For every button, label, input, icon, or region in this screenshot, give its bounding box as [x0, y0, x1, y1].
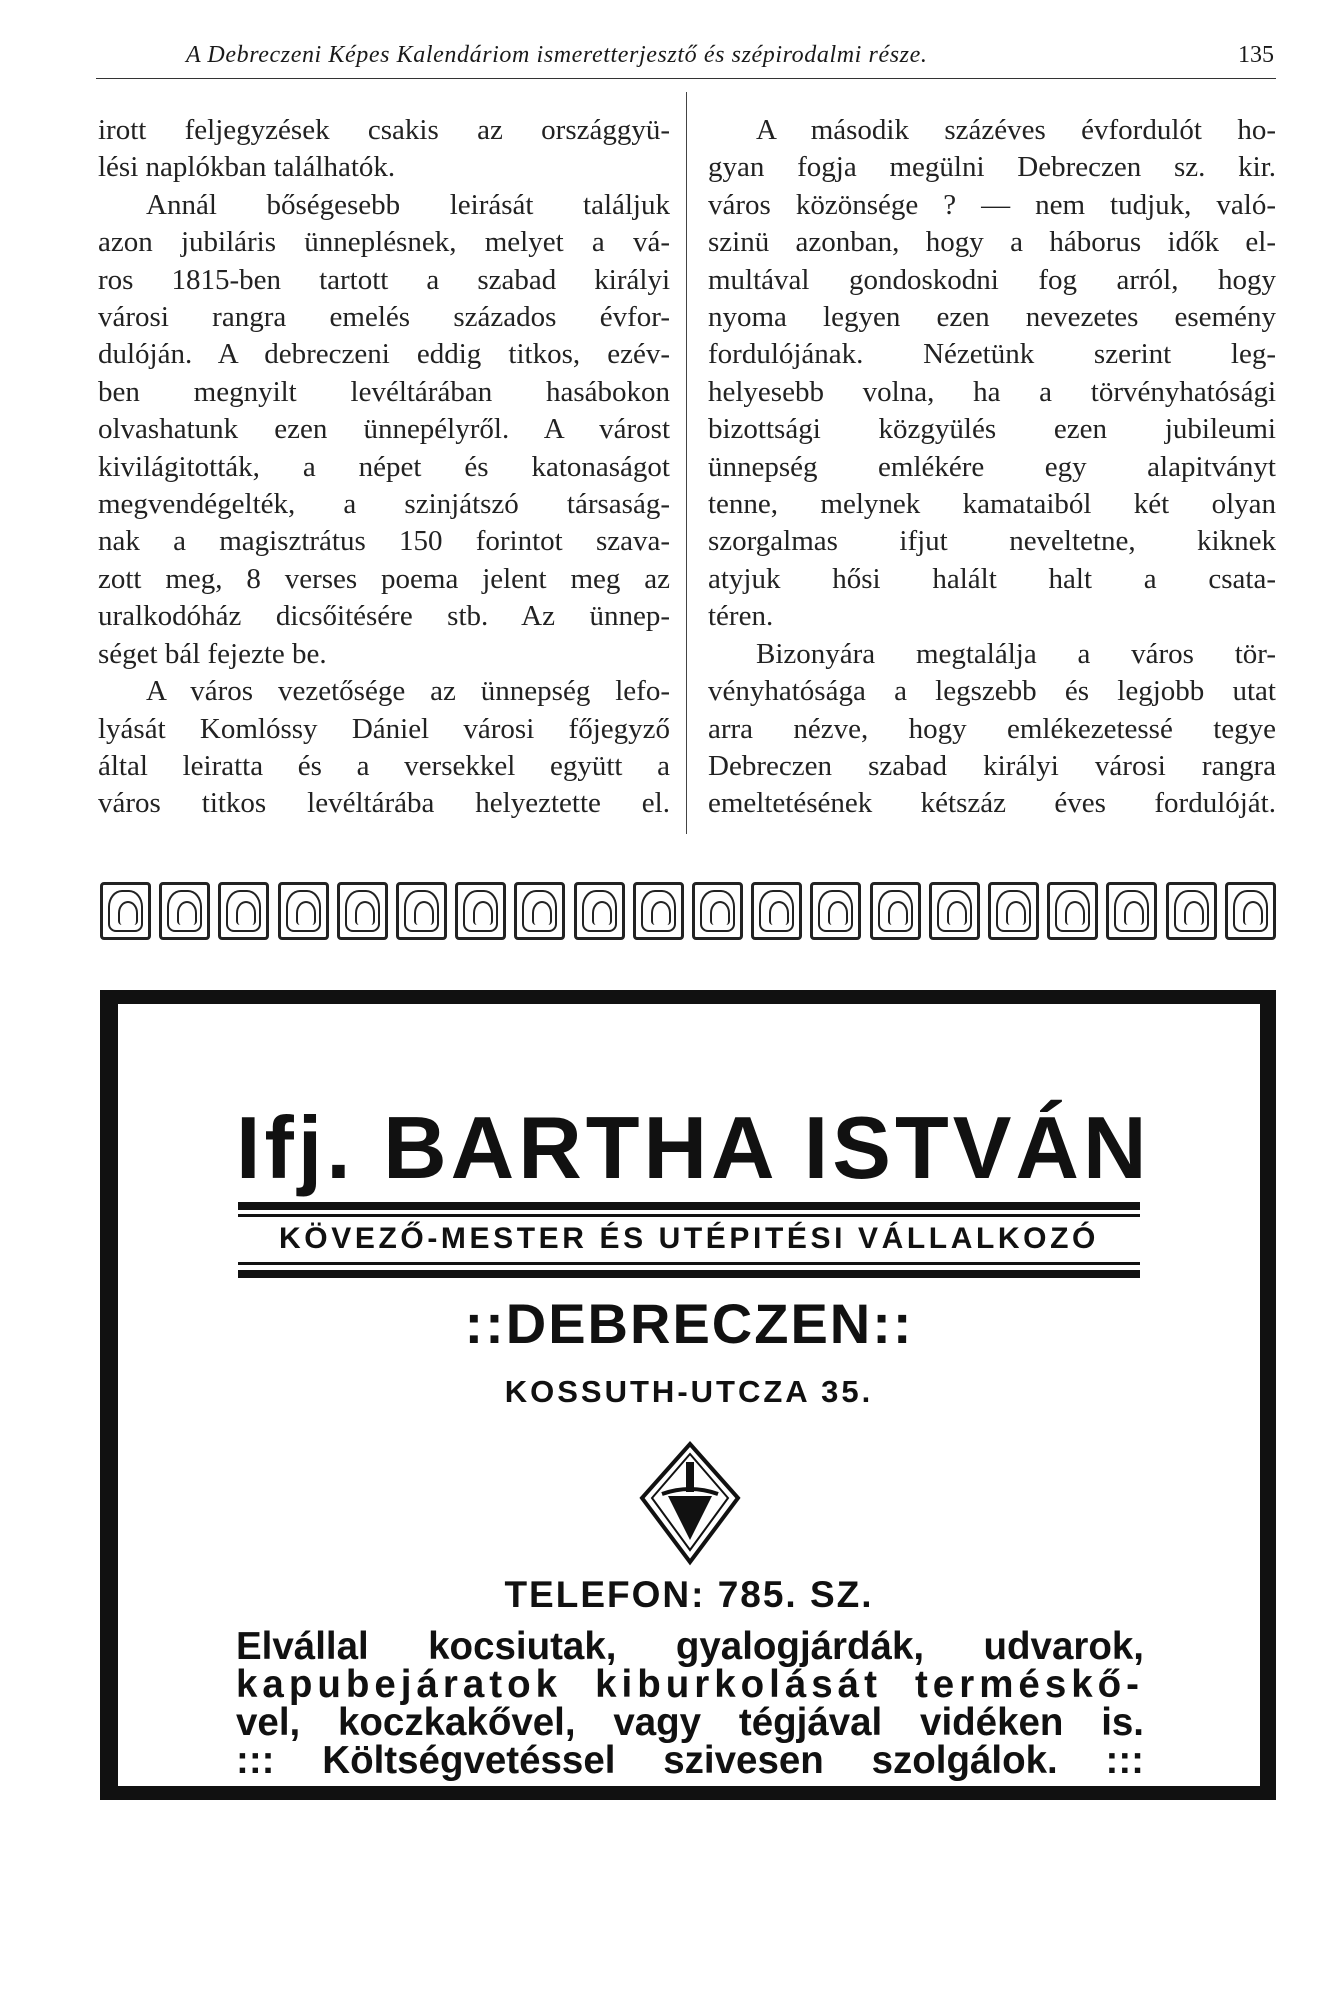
- text-line: atyjuk hősi halált halt a csata-: [708, 562, 1276, 595]
- text-line: városi rangra emelés százados évfor-: [98, 301, 670, 334]
- ornament-icon: [337, 882, 388, 940]
- ornament-icon: [870, 882, 921, 940]
- decorative-ornament-border: [100, 878, 1276, 944]
- advertisement-body: [236, 1625, 1144, 1782]
- ornament-icon: [633, 882, 684, 940]
- text-line: helyesebb volna, ha a törvényhatósági: [708, 375, 1276, 408]
- text-line: Annál bőségesebb leirását találjuk: [146, 188, 670, 221]
- ornament-icon: [988, 882, 1039, 940]
- text-line: lési naplókban találhatók.: [98, 151, 396, 184]
- page-number: 135: [1238, 42, 1274, 68]
- text-line: arra nézve, hogy emlékezetessé tegye: [708, 712, 1276, 745]
- running-title: A Debreczeni Képes Kalendáriom ismeretterjesztő és szépirodalmi része.: [186, 42, 928, 68]
- ornament-icon: [100, 882, 151, 940]
- advertiser-city: ::DEBRECZEN::: [464, 1292, 914, 1355]
- text-line: irott feljegyzések csakis az országgyü-: [98, 114, 670, 146]
- ad-line: vel, koczkakővel, vagy tégjával vidéken is.: [236, 1701, 1144, 1744]
- text-line: azon jubiláris ünneplésnek, melyet a vá-: [98, 226, 670, 259]
- text-line: olvashatunk ezen ünnepélyről. A várost: [98, 413, 670, 446]
- ornament-icon: [514, 882, 565, 940]
- text-line: emeltetésének kétszáz éves fordulóját.: [708, 787, 1276, 820]
- ornament-icon: [1047, 882, 1098, 940]
- rule-divider: [238, 1270, 1140, 1278]
- advertiser-street: KOSSUTH-UTCZA 35.: [504, 1374, 874, 1409]
- text-line: ros 1815-ben tartott a szabad királyi: [98, 263, 670, 296]
- text-line: város közönsége ? — nem tudjuk, való-: [708, 188, 1276, 221]
- ornament-icon: [929, 882, 980, 940]
- ornament-icon: [692, 882, 743, 940]
- advertiser-name: Ifj. BARTHA ISTVÁN: [236, 1098, 1151, 1197]
- ad-line: kapubejáratok kiburkolását terméskő-: [236, 1663, 1144, 1706]
- text-line: zott meg, 8 verses poema jelent meg az: [98, 562, 670, 595]
- ornament-icon: [751, 882, 802, 940]
- ad-line: ::: Költségvetéssel szivesen szolgálok. :::: [236, 1739, 1144, 1782]
- right-column: [708, 112, 1276, 823]
- text-line: tenne, melynek kamataiból két olyan: [708, 488, 1276, 521]
- text-line: téren.: [708, 600, 774, 633]
- right-paragraph-1: [708, 112, 1276, 636]
- text-line: bizottsági közgyülés ezen jubileumi: [708, 413, 1276, 446]
- ad-line: Elvállal kocsiutak, gyalogjárdák, udvarok,: [236, 1625, 1144, 1668]
- rule-divider: [238, 1214, 1140, 1217]
- left-paragraph-2: [98, 187, 670, 673]
- column-divider: [686, 92, 687, 834]
- text-line: séget bál fejezte be.: [98, 637, 327, 670]
- ornament-icon: [1166, 882, 1217, 940]
- ornament-icon: [218, 882, 269, 940]
- text-line: dulóján. A debreczeni eddig titkos, ezév-: [98, 338, 670, 371]
- text-line: lyását Komlóssy Dániel városi főjegyző: [98, 712, 670, 745]
- left-paragraph-3: [98, 673, 670, 823]
- text-line: vényhatósága a legszebb és legjobb utat: [708, 675, 1276, 708]
- text-line: által leiratta és a versekkel együtt a: [98, 749, 670, 782]
- text-line: nak a magisztrátus 150 forintot szava-: [98, 525, 670, 558]
- ornament-icon: [278, 882, 329, 940]
- text-line: nyoma legyen ezen nevezetes esemény: [708, 301, 1276, 334]
- advertiser-phone: TELEFON: 785. SZ.: [504, 1574, 874, 1615]
- text-line: A város vezetősége az ünnepség lefo-: [146, 675, 670, 708]
- text-line: gyan fogja megülni Debreczen sz. kir.: [708, 151, 1276, 184]
- advertisement-box: [100, 990, 1276, 1800]
- ornament-icon: [810, 882, 861, 940]
- rule-divider: [238, 1262, 1140, 1265]
- text-line: szorgalmas ifjut neveltetne, kiknek: [708, 525, 1276, 558]
- ornament-icon: [1225, 882, 1276, 940]
- ornament-icon: [159, 882, 210, 940]
- text-line: uralkodóház dicsőitésére stb. Az ünnep-: [98, 600, 670, 633]
- advertiser-trade: KÖVEZŐ-MESTER ÉS UTÉPITÉSI VÁLLALKOZÓ: [279, 1222, 1099, 1255]
- text-line: multával gondoskodni fog arról, hogy: [708, 263, 1276, 296]
- text-line: Debreczen szabad királyi városi rangra: [708, 749, 1276, 782]
- rule-divider: [238, 1202, 1140, 1210]
- text-line: szinü azonban, hogy a háborus idők el-: [708, 226, 1276, 259]
- text-line: ben megnyilt levéltárában hasábokon: [98, 375, 670, 408]
- ornament-icon: [574, 882, 625, 940]
- text-line: Bizonyára megtalálja a város tör-: [756, 637, 1276, 670]
- diamond-logo-icon: [638, 1440, 742, 1566]
- text-line: fordulójának. Nézetünk szerint leg-: [708, 338, 1276, 371]
- ornament-icon: [396, 882, 447, 940]
- ornament-icon: [1106, 882, 1157, 940]
- text-line: megvendégelték, a szinjátszó társaság-: [98, 488, 670, 521]
- ornament-icon: [455, 882, 506, 940]
- text-line: város titkos levéltárába helyeztette el.: [98, 787, 670, 820]
- right-paragraph-2: [708, 636, 1276, 823]
- running-header: [96, 38, 1276, 79]
- left-column: [98, 112, 670, 823]
- text-line: ünnepség emlékére egy alapitványt: [708, 450, 1276, 483]
- text-line: kivilágitották, a népet és katonaságot: [98, 450, 670, 483]
- text-line: A második százéves évfordulót ho-: [756, 114, 1276, 146]
- left-paragraph-1: [98, 112, 670, 187]
